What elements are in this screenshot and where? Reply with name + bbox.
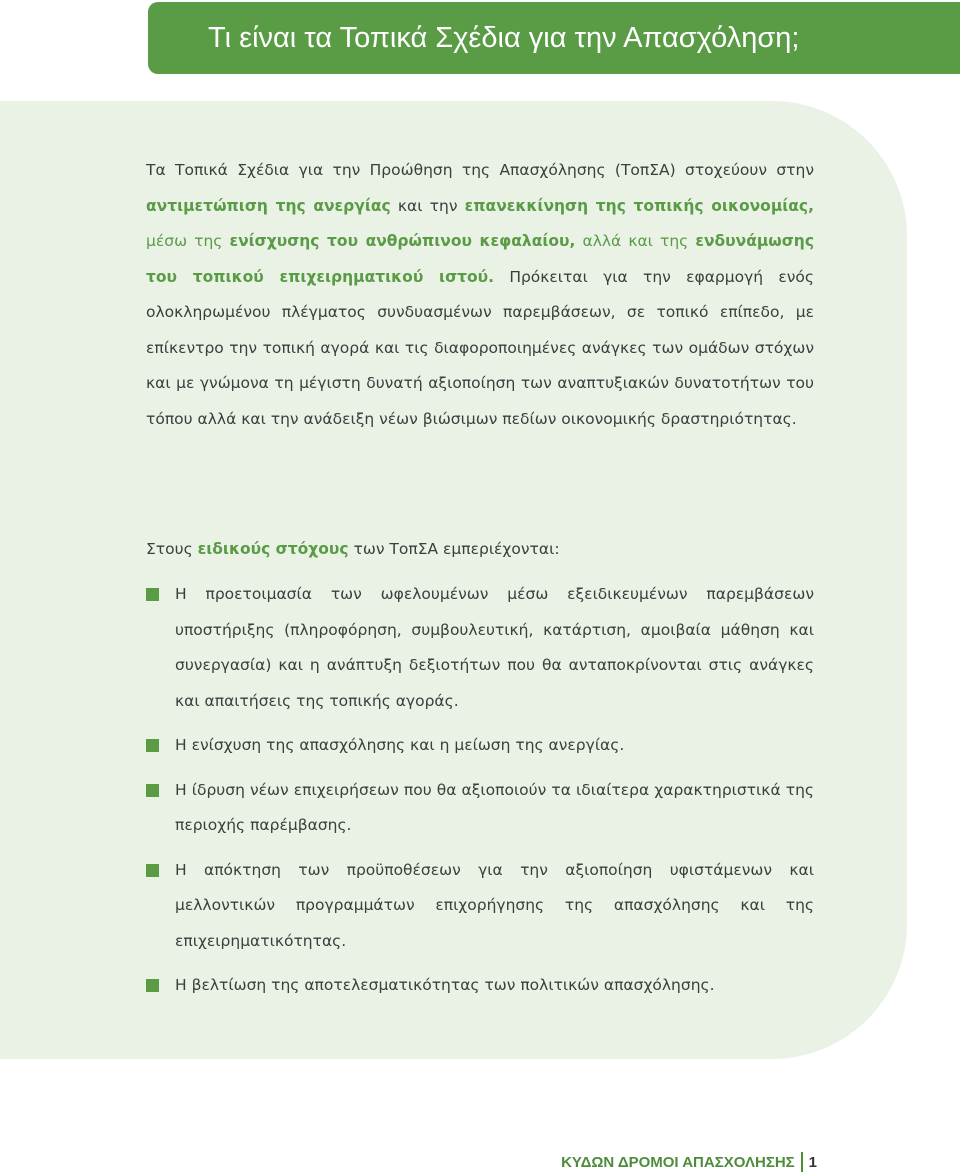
intro-highlight: ενίσχυσης του ανθρώπινου κεφαλαίου, xyxy=(229,232,576,250)
list-item-text: Η ενίσχυση της απασχόλησης και η μείωση της ανεργίας. xyxy=(175,736,625,754)
square-bullet-icon xyxy=(146,784,159,797)
list-item xyxy=(146,968,814,1004)
page-title: Τι είναι τα Τοπικά Σχέδια για την Απασχόληση; xyxy=(208,21,800,54)
list-item xyxy=(146,773,814,844)
intro-paragraph xyxy=(146,153,814,437)
header-bar xyxy=(148,2,960,74)
targets-suffix: των ΤοπΣΑ εμπεριέχονται: xyxy=(348,540,560,558)
targets-highlight: ειδικούς στόχους xyxy=(197,540,349,558)
square-bullet-icon xyxy=(146,588,159,601)
intro-highlight: επανεκκίνηση της τοπικής οικονομίας, xyxy=(464,196,814,215)
page-footer xyxy=(561,1151,817,1173)
intro-text: και την xyxy=(390,196,465,215)
intro-text: αλλά και της xyxy=(575,232,696,250)
footer-divider xyxy=(801,1152,803,1172)
intro-text: μέσω της xyxy=(146,232,230,250)
list-item-text: Η απόκτηση των προϋποθέσεων για την αξιοποίηση υφιστάμενων και μελλοντικών προγραμμάτων επιχορήγησης της απασχόλησης και της επιχειρηματικότητας. xyxy=(175,860,814,950)
list-item xyxy=(146,577,814,719)
footer-title: ΚΥΔΩΝ ΔΡΟΜΟΙ ΑΠΑΣΧΟΛΗΣΗΣ xyxy=(561,1153,795,1171)
square-bullet-icon xyxy=(146,864,159,877)
intro-text: Πρόκειται για την εφαρμογή ενός ολοκληρωμένου πλέγματος συνδυασμένων παρεμβάσεων, σε τοπικό επίπεδο, με επίκεντρο την τοπική αγορά και τις διαφοροποιημένες ανάγκες των ομάδων στόχων και με γνώμονα τη μέγιστη δυνατή αξιοποίηση των αναπτυξιακών δυνατοτήτων του τόπου αλλά και την ανάδειξη νέων βιώσιμων πεδίων οικονομικής δραστηριότητας. xyxy=(146,267,814,428)
square-bullet-icon xyxy=(146,979,159,992)
list-item-text: Η προετοιμασία των ωφελουμένων μέσω εξειδικευμένων παρεμβάσεων υποστήριξης (πληροφόρηση, συμβουλευτική, κατάρτιση, αμοιβαία μάθηση και συνεργασία) και η ανάπτυξη δεξιοτήτων που θα ανταποκρίνονται στις ανάγκες και απαιτήσεις της τοπικής αγοράς. xyxy=(175,585,814,710)
page-number: 1 xyxy=(808,1153,817,1171)
list-item xyxy=(146,853,814,960)
targets-prefix: Στους xyxy=(146,540,198,558)
square-bullet-icon xyxy=(146,739,159,752)
targets-list xyxy=(146,577,814,1013)
targets-heading xyxy=(146,532,560,567)
list-item xyxy=(146,728,814,764)
list-item-text: Η ίδρυση νέων επιχειρήσεων που θα αξιοποιούν τα ιδιαίτερα χαρακτηριστικά της περιοχής παρέμβασης. xyxy=(175,780,814,834)
intro-highlight: ενδυνάμωσης του τοπικού επιχειρηματικού ιστού. xyxy=(146,232,815,286)
intro-highlight: αντιμετώπιση της ανεργίας xyxy=(146,196,391,215)
intro-text: Τα Τοπικά Σχέδια για την Προώθηση της Απασχόλησης (ΤοπΣΑ) στοχεύουν στην xyxy=(146,161,814,179)
list-item-text: Η βελτίωση της αποτελεσματικότητας των πολιτικών απασχόλησης. xyxy=(175,976,715,994)
